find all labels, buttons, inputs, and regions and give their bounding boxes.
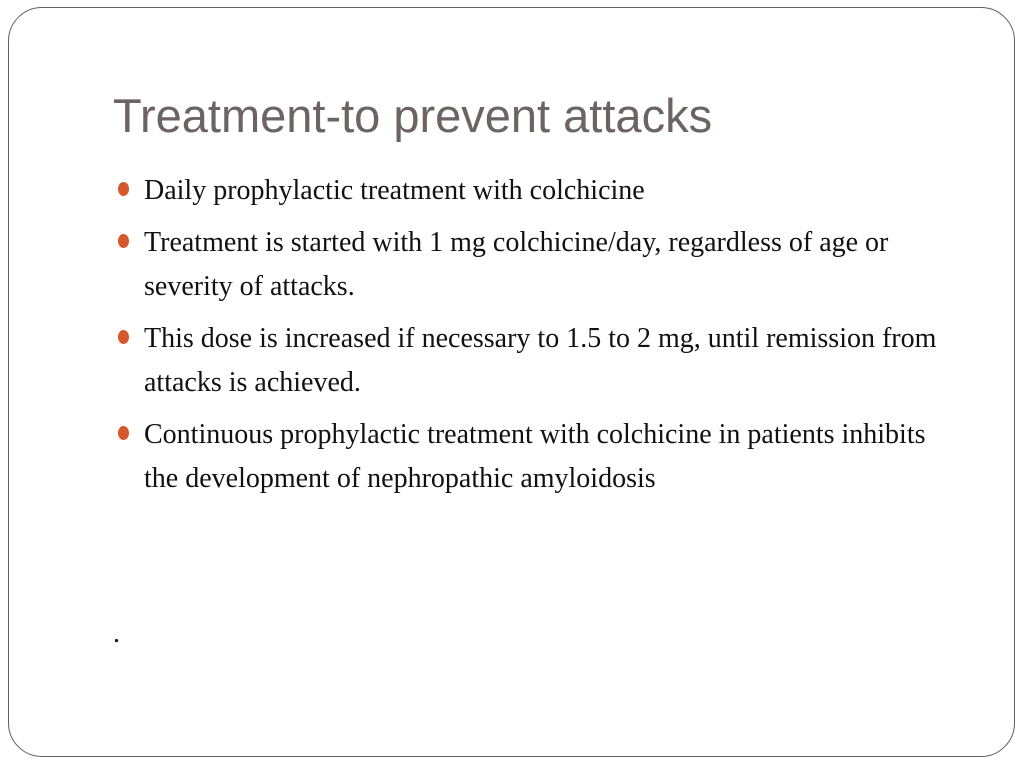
bullet-item [113, 317, 963, 405]
bullet-text: This dose is increased if necessary to 1.5 to 2 mg, until remission from attacks is achieved. [144, 323, 937, 398]
trailing-text: . [113, 618, 120, 649]
bullet-dot-icon [118, 182, 129, 196]
bullet-text: Daily prophylactic treatment with colchicine [144, 175, 645, 206]
bullet-item [113, 221, 963, 309]
bullet-dot-icon [118, 234, 129, 248]
bullet-item [113, 413, 963, 501]
bullet-dot-icon [118, 330, 129, 344]
bullet-text: Treatment is started with 1 mg colchicine/day, regardless of age or severity of attacks. [144, 227, 889, 302]
bullet-text: Continuous prophylactic treatment with colchicine in patients inhibits the development of nephropathic amyloidosis [144, 419, 926, 494]
slide-title: Treatment-to prevent attacks [113, 89, 713, 142]
bullet-list [113, 169, 963, 509]
bullet-dot-icon [118, 426, 129, 440]
bullet-item [113, 169, 963, 213]
